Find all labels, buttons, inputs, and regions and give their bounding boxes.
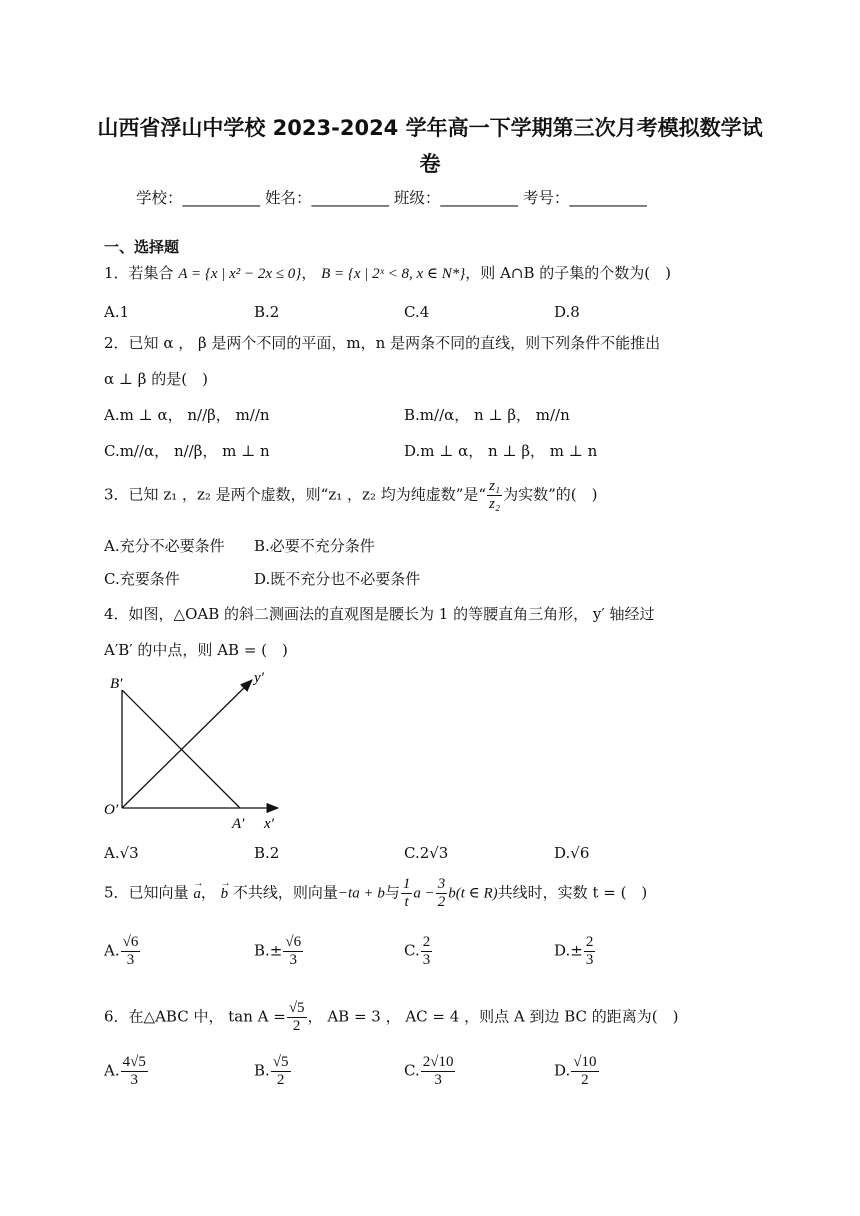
- q5-d-sign: ±: [570, 941, 583, 960]
- q6-c-den: 3: [434, 1072, 442, 1088]
- q5-option-d[interactable]: [554, 934, 596, 969]
- q6-d-den: 2: [581, 1072, 589, 1088]
- q4-line1: 如图，△OAB 的斜二测画法的直观图是腰长为 1 的等腰直角三角形， y′ 轴经过: [128, 605, 655, 623]
- q5-b-num: √6: [285, 934, 302, 950]
- q4-label-y: y′: [254, 670, 264, 686]
- q2-line2: α ⊥ β 的是( ): [104, 370, 208, 388]
- q5-a-frac: [121, 934, 141, 969]
- q5-tail-expr: b(t ∈ R): [448, 885, 498, 902]
- q4-label-b: B′: [110, 676, 123, 692]
- q5-mid: a −: [413, 885, 435, 902]
- q4-figure: [100, 668, 290, 834]
- q3-number: 3．: [104, 485, 129, 504]
- q4-option-b[interactable]: B.2: [254, 844, 280, 862]
- page-title-line2: 卷: [419, 152, 441, 176]
- q5-d-frac: [584, 934, 596, 969]
- q5-frac2-den: 2: [437, 894, 446, 910]
- q2-line1: 已知 α ， β 是两个不同的平面，m，n 是两条不同的直线，则下列条件不能推出: [128, 334, 661, 352]
- q5-d-prefix: D.: [554, 941, 571, 960]
- question-5: 5．已知向量 → a， → b 不共线，则向量−ta + b与 $\frac{1}{t}$ a − $\frac{3}{2}$ b(t ∈ R)共线时，实数 t = ( ): [104, 876, 647, 911]
- q4-number: 4．: [104, 605, 129, 623]
- q5-c-num: 2: [422, 934, 431, 950]
- class-blank[interactable]: __________: [440, 189, 518, 207]
- q1-option-a[interactable]: A.1: [104, 303, 130, 321]
- q6-tan-frac: [287, 1000, 307, 1035]
- q2-number: 2．: [104, 334, 129, 352]
- q5-stem-b: 不共线，则向量: [232, 883, 338, 902]
- page-title: 山西省浮山中学校 2023-2024 学年高一下学期第三次月考模拟数学试: [97, 116, 763, 140]
- class-label: 班级：: [393, 189, 441, 207]
- q3-stem-b: 为实数”的( ): [503, 485, 598, 504]
- q1-option-d[interactable]: D.8: [554, 303, 580, 321]
- q6-b-frac: [271, 1054, 291, 1089]
- name-blank[interactable]: __________: [311, 189, 389, 207]
- q1-separator: ，: [301, 264, 317, 282]
- q3-option-a[interactable]: A.充分不必要条件: [104, 537, 225, 555]
- q5-stem-c: 与: [384, 883, 400, 902]
- q5-frac1: [401, 876, 413, 911]
- q6-c-frac: [421, 1054, 456, 1089]
- q6-option-c[interactable]: [404, 1054, 456, 1089]
- question-3: [104, 478, 598, 513]
- q5-d-num: 2: [585, 934, 594, 950]
- q6-b-den: 2: [276, 1072, 285, 1088]
- q1-set-b: B = {x | 2ˣ < 8, x ∈ N*}: [321, 266, 466, 282]
- q2-option-b[interactable]: B.m//α， n ⊥ β， m//n: [404, 406, 570, 424]
- q6-a-num: 4√5: [122, 1054, 146, 1070]
- q3-fraction: [487, 478, 502, 513]
- q4-label-a: A′: [232, 816, 245, 832]
- q5-stem-a: 已知向量: [128, 883, 189, 902]
- q5-stem-d: 共线时，实数 t = ( ): [497, 883, 648, 902]
- question-6: [104, 1000, 678, 1035]
- q5-b-den: 3: [289, 952, 297, 968]
- q6-a-prefix: A.: [104, 1061, 120, 1080]
- q5-frac1-num: 1: [402, 876, 411, 892]
- name-label: 姓名：: [264, 189, 312, 207]
- q3-stem-a: 已知 z₁ ，z₂ 是两个虚数，则“z₁ ，z₂ 均为纯虚数”是“: [128, 485, 487, 504]
- q5-b-prefix: B.: [254, 941, 270, 960]
- q5-a-num: √6: [122, 934, 139, 950]
- exam-no-blank[interactable]: __________: [569, 189, 647, 207]
- q5-vec-a: → a: [193, 884, 201, 904]
- section-heading: 一、选择题: [104, 238, 180, 256]
- q5-vec-b: → b: [221, 884, 229, 904]
- q2-option-c[interactable]: C.m//α， n//β， m ⊥ n: [104, 442, 270, 460]
- q5-option-c[interactable]: [404, 934, 433, 969]
- q1-number: 1．: [104, 264, 129, 282]
- q1-option-c[interactable]: C.4: [404, 303, 430, 321]
- q6-option-a[interactable]: [104, 1054, 149, 1089]
- q6-c-num: 2√10: [422, 1054, 454, 1070]
- school-blank[interactable]: __________: [182, 189, 261, 207]
- q6-tan-num: √5: [288, 1000, 305, 1016]
- q6-d-num: √10: [573, 1054, 597, 1070]
- q4-option-c[interactable]: C.2√3: [404, 844, 449, 862]
- q6-b-prefix: B.: [254, 1061, 270, 1080]
- q6-a-den: 3: [130, 1072, 138, 1088]
- q4-label-o: O′: [104, 802, 119, 818]
- q3-frac-num: z₁: [489, 478, 501, 494]
- q5-a-den: 3: [126, 952, 135, 968]
- q1-set-a: A = {x | x² − 2x ≤ 0}: [178, 266, 302, 282]
- q3-option-d[interactable]: D.既不充分也不必要条件: [254, 570, 421, 588]
- q6-option-d[interactable]: [554, 1054, 600, 1089]
- q4-line2: A′B′ 的中点，则 AB = ( ): [104, 641, 288, 659]
- q1-stem: 若集合: [128, 264, 174, 282]
- q6-number: 6．: [104, 1007, 129, 1026]
- q4-label-x: x′: [264, 816, 274, 832]
- q3-frac-den: z₂: [489, 496, 501, 512]
- q6-stem-a: 在△ABC 中， tan A =: [128, 1007, 286, 1026]
- q5-c-den: 3: [422, 952, 431, 968]
- q5-expr1: −ta + b: [337, 885, 385, 902]
- q1-option-b[interactable]: B.2: [254, 303, 280, 321]
- q6-c-prefix: C.: [404, 1061, 420, 1080]
- q5-b-sign: ±: [269, 941, 283, 960]
- q4-option-d[interactable]: D.√6: [554, 844, 590, 862]
- q5-b-frac: [283, 934, 303, 969]
- q5-frac1-den: t: [404, 894, 409, 910]
- q5-option-b[interactable]: [254, 934, 304, 969]
- q5-option-a[interactable]: [104, 934, 141, 969]
- question-4: [104, 604, 655, 624]
- exam-no-label: 考号：: [522, 189, 570, 207]
- q5-c-prefix: C.: [404, 941, 420, 960]
- q1-tail: ，则 A∩B 的子集的个数为( ): [465, 264, 671, 282]
- question-2: [104, 333, 660, 353]
- q3-option-c[interactable]: C.充要条件: [104, 570, 180, 588]
- q6-d-frac: [571, 1054, 598, 1089]
- q6-b-num: √5: [272, 1054, 289, 1070]
- q2-option-a[interactable]: A.m ⊥ α， n//β， m//n: [104, 406, 270, 424]
- school-label: 学校：: [136, 189, 183, 207]
- q5-d-den: 3: [585, 952, 594, 968]
- q2-option-d[interactable]: D.m ⊥ α， n ⊥ β， m ⊥ n: [404, 442, 598, 460]
- q3-option-b[interactable]: B.必要不充分条件: [254, 537, 375, 555]
- q5-number: 5．: [104, 883, 129, 902]
- q5-a-prefix: A.: [104, 941, 120, 960]
- q5-frac2-num: 3: [437, 876, 446, 892]
- q4-option-a[interactable]: A.√3: [104, 844, 139, 862]
- info-row: [136, 186, 647, 208]
- q5-frac2: [436, 876, 448, 911]
- question-1: [104, 263, 671, 284]
- q6-tan-den: 2: [292, 1018, 301, 1034]
- q6-d-prefix: D.: [554, 1061, 571, 1080]
- q6-option-b[interactable]: [254, 1054, 292, 1089]
- q6-stem-b: ， AB = 3 ， AC = 4 ，则点 A 到边 BC 的距离为( ): [307, 1007, 679, 1026]
- q4-y-axis: [122, 680, 252, 808]
- q5-c-frac: [421, 934, 433, 969]
- q6-a-frac: [121, 1054, 148, 1089]
